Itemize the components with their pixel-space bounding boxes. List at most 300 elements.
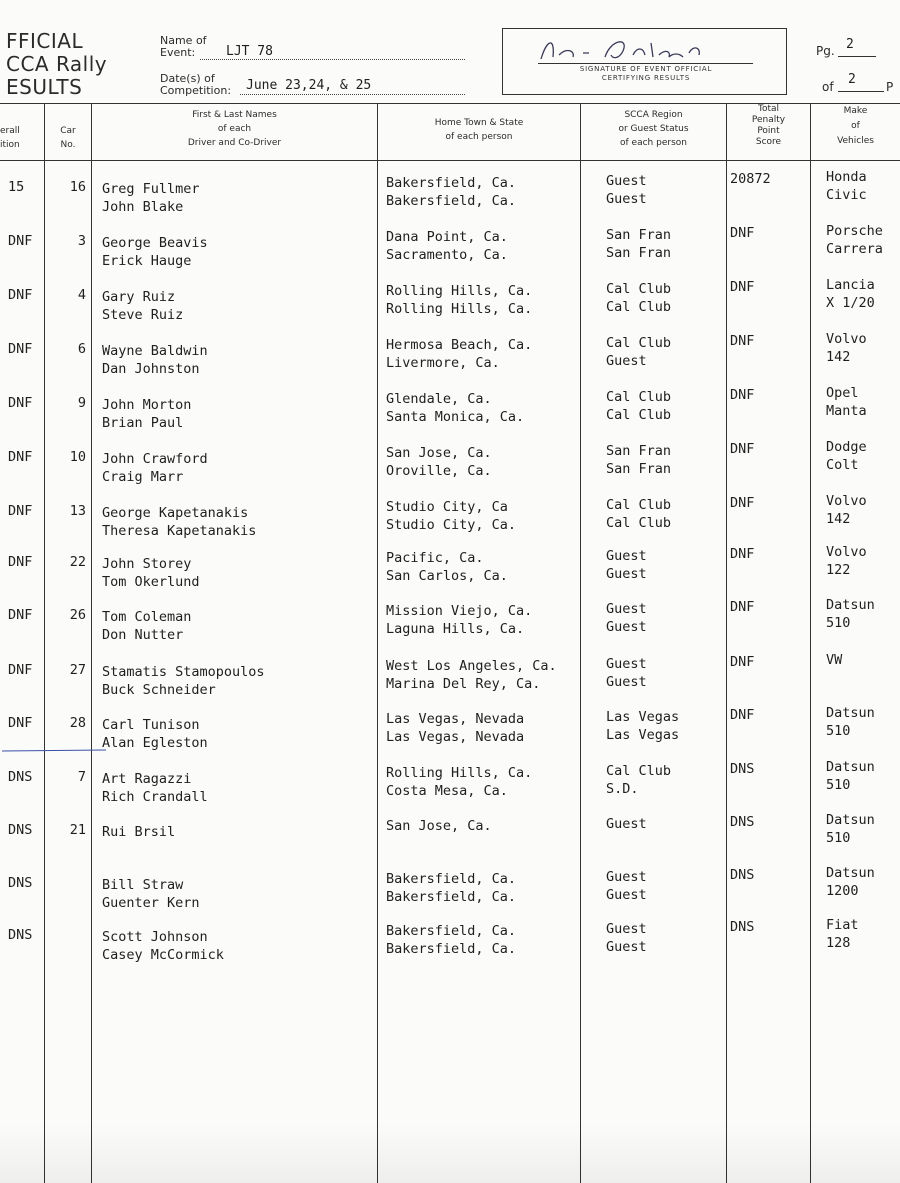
row-score [730,918,792,936]
row-score [730,866,792,884]
signature-caption: SIGNATURE OF EVENT OFFICIAL CERTIFYING RESULTS [579,65,713,82]
header-bottom-rule [0,160,900,161]
row-position [8,553,50,571]
col-head-car: Car No. [60,126,76,150]
cell-pos: DNF [8,287,33,303]
cell-codriver: Erick Hauge [102,253,192,269]
total-pages: 2 [848,72,856,87]
cell-reg1: Guest [606,921,647,937]
cell-pos: 15 [8,179,25,195]
row-score [730,760,792,778]
cell-town2: Bakersfield, Ca. [386,193,517,209]
cell-reg1: San Fran [606,443,672,459]
row-names [102,180,372,216]
row-names [102,450,372,486]
row-regions [606,600,726,636]
event-label: Name of Event: [160,34,207,59]
row-position [8,286,50,304]
row-position [8,448,50,466]
cell-make2: Civic [826,187,867,203]
cell-make1: Fiat [826,917,859,933]
cell-make2: X 1/20 [826,295,875,311]
cell-town1: Mission Viejo, Ca. [386,603,533,619]
row-make [826,168,896,204]
cell-driver: Art Ragazzi [102,771,192,787]
cell-reg2: Guest [606,566,647,582]
cell-car: 4 [77,287,86,303]
cell-pos: DNF [8,449,33,465]
cell-town1: Hermosa Beach, Ca. [386,337,533,353]
cell-car: 7 [77,769,86,785]
cell-make2: Colt [826,457,859,473]
cell-town1: Bakersfield, Ca. [386,923,517,939]
cell-car [56,874,86,892]
row-hometowns [386,444,581,480]
cell-score: DNF [730,225,755,241]
cell-town1: San Jose, Ca. [386,818,492,834]
cell-score: DNF [730,441,755,457]
cell-score: DNS [730,761,755,777]
cell-town2: Marina Del Rey, Ca. [386,676,541,692]
cell-score: DNF [730,279,755,295]
row-score [730,813,792,831]
cell-make2 [826,669,896,687]
cell-score: DNF [730,707,755,723]
cell-driver: John Crawford [102,451,208,467]
cell-pos: DNF [8,503,33,519]
col-divider-2 [91,103,92,1183]
cell-town2: Santa Monica, Ca. [386,409,525,425]
row-make [826,651,896,687]
page-underline [838,56,876,57]
row-car-number [56,874,86,892]
row-names [102,504,372,540]
row-make [826,596,896,632]
cell-pos: DNF [8,554,33,570]
cell-car: 26 [69,607,86,623]
cell-make2: 142 [826,511,851,527]
row-regions [606,442,726,478]
date-label: Date(s) of Competition: [160,72,232,97]
row-hometowns [386,922,581,958]
cell-driver: Rui Brsil [102,824,176,840]
col-head-score: Total Penalty Point Score [751,104,786,147]
row-car-number [56,821,86,839]
row-names [102,555,372,591]
cell-make1: Datsun [826,812,875,828]
row-regions [606,496,726,532]
cell-score: DNF [730,546,755,562]
cell-pos: DNF [8,341,33,357]
cell-driver: Tom Coleman [102,609,192,625]
title-line-1: FFICIAL [6,29,84,53]
cell-car: 22 [69,554,86,570]
cell-pos: DNF [8,662,33,678]
row-position [8,394,50,412]
cell-codriver: John Blake [102,199,184,215]
row-hometowns [386,228,581,264]
row-hometowns [386,282,581,318]
cell-reg2: San Fran [606,461,672,477]
cell-codriver: Guenter Kern [102,895,200,911]
cell-make1: Volvo [826,544,867,560]
cell-driver: Wayne Baldwin [102,343,208,359]
row-hometowns [386,817,581,853]
col-head-position: erall ition [0,126,20,150]
cell-reg1: Cal Club [606,497,672,513]
row-make [826,811,896,847]
cell-town2: Costa Mesa, Ca. [386,783,508,799]
row-make [826,438,896,474]
cell-make2: 510 [826,723,851,739]
col-divider-3 [377,103,378,1183]
cell-make2: 510 [826,615,851,631]
col-head-make: Make of Vehicles [837,106,874,146]
row-position [8,340,50,358]
page-number: 2 [846,37,854,52]
row-position [8,821,50,839]
cell-pos: DNS [8,927,33,943]
cell-make1: VW [826,652,843,668]
col-head-region: SCCA Region or Guest Status of each person [618,110,689,148]
cell-reg2: Guest [606,191,647,207]
cell-codriver [102,841,372,859]
row-position [8,926,50,944]
cell-make1: Datsun [826,597,875,613]
row-car-number [56,340,86,358]
cell-reg1: Cal Club [606,335,672,351]
date-dotted-line [240,94,465,95]
cell-town2: Rolling Hills, Ca. [386,301,533,317]
cell-driver: John Storey [102,556,192,572]
cell-codriver: Steve Ruiz [102,307,184,323]
cell-pos: DNS [8,822,33,838]
cell-pos: DNS [8,875,33,891]
cell-town2: Las Vegas, Nevada [386,729,525,745]
cell-pos: DNF [8,715,33,731]
cell-make1: Volvo [826,493,867,509]
row-hometowns [386,870,581,906]
row-score [730,545,792,563]
event-name: LJT 78 [226,44,273,59]
cell-driver: Greg Fullmer [102,181,200,197]
row-score [730,278,792,296]
row-score [730,494,792,512]
form-title [6,30,107,99]
row-score [730,440,792,458]
row-regions [606,762,726,798]
cell-codriver: Theresa Kapetanakis [102,523,257,539]
cell-make2: 122 [826,562,851,578]
cell-town2: Livermore, Ca. [386,355,500,371]
cell-reg2: Guest [606,939,647,955]
cell-reg1: Cal Club [606,281,672,297]
row-car-number [56,502,86,520]
cell-car: 21 [69,822,86,838]
cell-score: DNF [730,599,755,615]
row-names [102,396,372,432]
cell-score: 20872 [730,171,771,187]
row-make [826,916,896,952]
row-hometowns [386,710,581,746]
row-names [102,342,372,378]
row-car-number [56,606,86,624]
cell-driver: George Kapetanakis [102,505,249,521]
title-line-3: ESULTS [6,75,83,99]
cell-codriver: Rich Crandall [102,789,208,805]
cell-reg2: San Fran [606,245,672,261]
row-position [8,232,50,250]
cell-reg1: San Fran [606,227,672,243]
cell-reg2: Cal Club [606,515,672,531]
row-score [730,706,792,724]
cell-town2: Oroville, Ca. [386,463,492,479]
row-car-number [56,286,86,304]
row-make [826,330,896,366]
row-names [102,823,372,859]
title-line-2: CCA Rally [6,52,108,76]
page-label: Pg. [816,44,835,58]
cell-car: 10 [69,449,86,465]
col-head-town: Home Town & State of each person [434,118,524,142]
cell-make2: 510 [826,777,851,793]
row-names [102,928,372,964]
cell-reg1: Guest [606,173,647,189]
row-score [730,170,792,188]
cell-reg1: Las Vegas [606,709,680,725]
cell-codriver: Casey McCormick [102,947,224,963]
cell-driver: Bill Straw [102,877,184,893]
cell-town1: Rolling Hills, Ca. [386,283,533,299]
cell-reg2: S.D. [606,781,639,797]
cell-driver: Carl Tunison [102,717,200,733]
cell-pos: DNS [8,769,33,785]
cell-score: DNS [730,867,755,883]
cell-reg2: Las Vegas [606,727,680,743]
cell-town1: West Los Angeles, Ca. [386,658,557,674]
row-regions [606,388,726,424]
row-make [826,276,896,312]
row-hometowns [386,498,581,534]
row-car-number [56,926,86,944]
of-label: of [822,80,834,94]
cell-make1: Lancia [826,277,875,293]
cell-driver: Stamatis Stamopoulos [102,664,265,680]
cell-town2: San Carlos, Ca. [386,568,508,584]
cell-reg2: Guest [606,887,647,903]
cell-pos: DNF [8,395,33,411]
cell-town2: Studio City, Ca. [386,517,517,533]
cell-make1: Datsun [826,759,875,775]
col-divider-5 [726,103,727,1183]
signature-line [538,63,753,64]
total-pages-underline [838,91,884,92]
signature-box [502,28,787,95]
row-car-number [56,448,86,466]
cell-make2: 142 [826,349,851,365]
row-regions [606,547,726,583]
of-suffix: P [886,80,894,94]
cell-make2: Manta [826,403,867,419]
cell-car: 28 [69,715,86,731]
row-car-number [56,178,86,196]
cell-driver: John Morton [102,397,192,413]
cell-car: 3 [77,233,86,249]
row-make [826,704,896,740]
row-position [8,874,50,892]
cell-reg1: Guest [606,601,647,617]
row-regions [606,708,726,744]
row-hometowns [386,390,581,426]
page-shadow [0,1123,900,1183]
cell-make1: Opel [826,385,859,401]
row-regions [606,172,726,208]
row-make [826,384,896,420]
cell-make1: Datsun [826,865,875,881]
cell-reg2: Guest [606,619,647,635]
cell-score: DNF [730,387,755,403]
row-car-number [56,553,86,571]
cell-score: DNF [730,333,755,349]
cell-driver: George Beavis [102,235,208,251]
cell-car: 6 [77,341,86,357]
cell-make1: Porsche [826,223,883,239]
col-head-names: First & Last Names of each Driver and Co-Driver [187,110,282,148]
row-car-number [56,394,86,412]
row-car-number [56,232,86,250]
cell-make1: Volvo [826,331,867,347]
row-position [8,714,50,732]
cell-town2 [386,835,581,853]
cell-codriver: Brian Paul [102,415,184,431]
cell-reg1: Cal Club [606,763,672,779]
row-position [8,661,50,679]
cell-car: 27 [69,662,86,678]
cell-score: DNF [730,495,755,511]
cell-town2: Bakersfield, Ca. [386,889,517,905]
row-position [8,768,50,786]
cell-pos: DNF [8,233,33,249]
cell-score: DNF [730,654,755,670]
row-names [102,608,372,644]
col-divider-6 [810,103,811,1183]
row-score [730,332,792,350]
row-score [730,653,792,671]
cell-town2: Sacramento, Ca. [386,247,508,263]
row-regions [606,920,726,956]
row-car-number [56,714,86,732]
row-hometowns [386,549,581,585]
cell-reg1: Guest [606,548,647,564]
col-divider-4 [580,103,581,1183]
cell-reg2: Guest [606,674,647,690]
cell-town1: Bakersfield, Ca. [386,175,517,191]
cell-reg1: Cal Club [606,389,672,405]
cell-reg1: Guest [606,816,647,832]
row-names [102,770,372,806]
row-regions [606,334,726,370]
row-position [8,502,50,520]
cell-make2: Carrera [826,241,883,257]
cell-driver: Gary Ruiz [102,289,176,305]
row-regions [606,815,726,851]
cell-score: DNS [730,919,755,935]
cell-reg2: Cal Club [606,299,672,315]
cell-codriver: Don Nutter [102,627,184,643]
col-divider-1 [44,103,45,1183]
cell-codriver: Tom Okerlund [102,574,200,590]
row-regions [606,655,726,691]
cell-make2: 510 [826,830,851,846]
cell-codriver: Alan Egleston [102,735,208,751]
row-hometowns [386,174,581,210]
cell-pos: DNF [8,607,33,623]
row-hometowns [386,657,581,693]
row-hometowns [386,764,581,800]
cell-make1: Datsun [826,705,875,721]
row-score [730,224,792,242]
cell-town2: Bakersfield, Ca. [386,941,517,957]
cell-town1: San Jose, Ca. [386,445,492,461]
row-score [730,386,792,404]
cell-reg2: Guest [606,353,647,369]
cell-town1: Dana Point, Ca. [386,229,508,245]
row-position [8,606,50,624]
event-dotted-line [200,59,465,60]
row-make [826,864,896,900]
row-hometowns [386,602,581,638]
row-make [826,492,896,528]
cell-car: 13 [69,503,86,519]
row-make [826,222,896,258]
cell-car: 9 [77,395,86,411]
row-regions [606,868,726,904]
cell-town1: Studio City, Ca [386,499,508,515]
cell-make2: 128 [826,935,851,951]
row-make [826,758,896,794]
cell-make1: Dodge [826,439,867,455]
row-regions [606,226,726,262]
row-score [730,598,792,616]
cell-car: 16 [69,179,86,195]
row-regions [606,280,726,316]
row-position [8,178,50,196]
cell-score: DNS [730,814,755,830]
cell-car [56,926,86,944]
cell-codriver: Craig Marr [102,469,184,485]
competition-dates: June 23,24, & 25 [246,78,372,93]
row-car-number [56,768,86,786]
cell-town1: Pacific, Ca. [386,550,484,566]
row-names [102,234,372,270]
cell-codriver: Dan Johnston [102,361,200,377]
cell-town1: Glendale, Ca. [386,391,492,407]
cell-make1: Honda [826,169,867,185]
cell-reg1: Guest [606,656,647,672]
cell-codriver: Buck Schneider [102,682,216,698]
cell-make2: 1200 [826,883,859,899]
row-hometowns [386,336,581,372]
cell-town1: Las Vegas, Nevada [386,711,525,727]
cell-reg2 [606,833,726,851]
row-names [102,288,372,324]
row-names [102,663,372,699]
cell-reg1: Guest [606,869,647,885]
row-names [102,876,372,912]
row-names [102,716,372,752]
cell-town2: Laguna Hills, Ca. [386,621,525,637]
row-car-number [56,661,86,679]
